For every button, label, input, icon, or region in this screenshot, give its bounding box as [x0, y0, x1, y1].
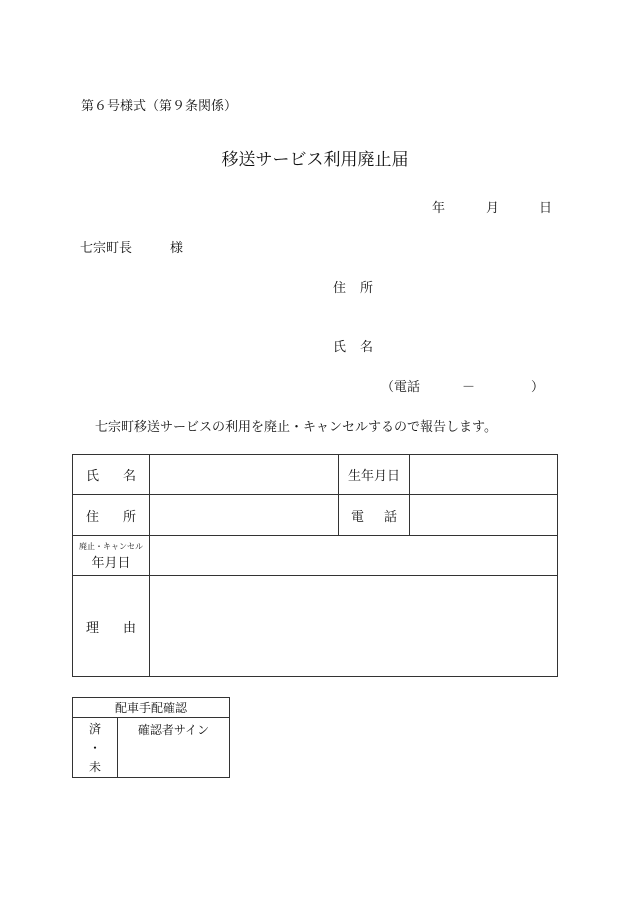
document-title: 移送サービス利用廃止届 [221, 150, 409, 170]
cancellation-details-table [72, 454, 558, 677]
name-label-char-1: 氏 [333, 340, 347, 355]
table-phone-label: 電話 [351, 509, 397, 525]
phone-label-cell [339, 495, 410, 536]
phone-field[interactable] [410, 495, 558, 536]
address-label-cell [73, 495, 150, 536]
birthdate-field[interactable] [410, 455, 558, 495]
status-separator: ・ [88, 741, 101, 755]
name-label-cell [73, 455, 150, 495]
address-field[interactable] [150, 495, 339, 536]
cancel-date-field[interactable] [150, 536, 558, 576]
status-not-yet: 未 [88, 760, 101, 774]
applicant-phone-line [381, 376, 544, 395]
cancel-date-label: 年月日 [91, 555, 131, 571]
table-birthdate-label: 生年月日 [347, 469, 400, 484]
body-text: 七宗町移送サービスの利用を廃止・キャンセルするので報告します。 [95, 420, 497, 435]
addressee [80, 237, 183, 256]
status-done: 済 [88, 722, 101, 736]
date-year-label: 年 [432, 201, 446, 216]
dispatch-confirmation-table [72, 697, 230, 778]
date-month-label: 月 [486, 201, 500, 216]
name-field[interactable] [150, 455, 339, 495]
confirm-header: 配車手配確認 [73, 698, 230, 718]
birthdate-label-cell [339, 455, 410, 495]
addressee-name: 七宗町長 [80, 241, 133, 256]
cancel-date-label-small: 廃止・キャンセル [79, 541, 143, 551]
table-address-label: 住所 [86, 509, 136, 525]
reason-field[interactable] [150, 576, 558, 677]
addressee-honorific: 様 [170, 241, 184, 256]
applicant-name-label [333, 336, 373, 355]
address-label-char-1: 住 [333, 281, 347, 296]
reason-label-cell [73, 576, 150, 677]
form-number: 第６号様式（第９条関係） [81, 99, 238, 114]
phone-close: ） [531, 380, 545, 395]
table-name-label: 氏名 [86, 469, 136, 484]
signer-label: 確認者サイン [137, 723, 210, 737]
applicant-address-label [333, 277, 373, 296]
phone-open: （電話 [381, 380, 421, 395]
date-day-label: 日 [539, 201, 553, 216]
name-label-char-2: 名 [360, 340, 374, 355]
signer-signature-cell[interactable] [118, 718, 230, 778]
cancel-date-label-cell [73, 536, 150, 576]
address-label-char-2: 所 [360, 281, 374, 296]
phone-dash: － [462, 380, 476, 395]
confirm-status-cell[interactable] [73, 718, 118, 778]
table-reason-label: 理由 [86, 620, 136, 636]
